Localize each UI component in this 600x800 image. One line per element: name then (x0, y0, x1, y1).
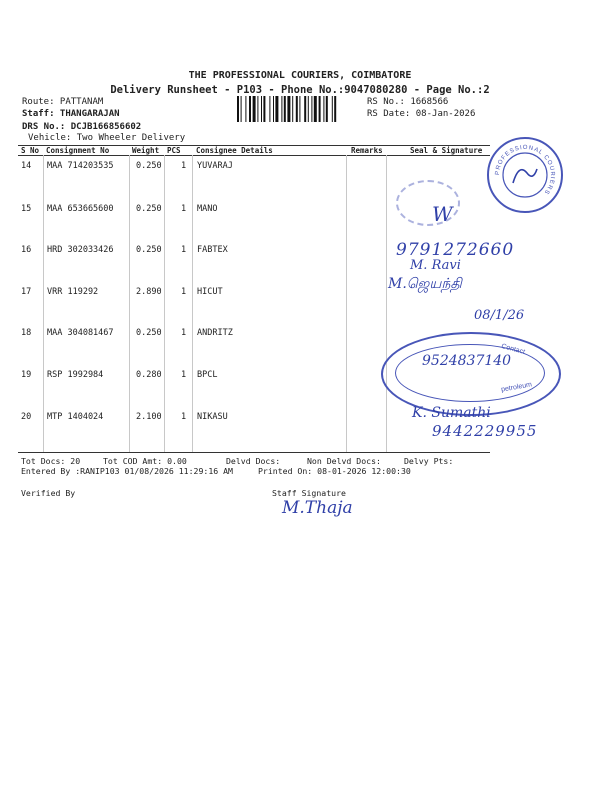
oval-stamp-text-top: Contact (500, 342, 526, 357)
barcode-bar (308, 96, 309, 122)
total-cod-amount: Tot COD Amt: 0.00 (103, 456, 187, 466)
row-sno: 19 (21, 370, 32, 380)
handwritten-name-2: M.ஜெயந்தி (388, 276, 462, 292)
barcode-bar (284, 96, 286, 122)
barcode-bar (332, 96, 333, 122)
header-bottom-rule (18, 155, 490, 156)
row-consignee: MANO (197, 204, 218, 214)
row-pcs: 1 (181, 161, 187, 171)
col-divider (129, 155, 130, 453)
oval-company-stamp (381, 332, 561, 416)
row-weight: 0.280 (136, 370, 162, 380)
delivered-docs: Delvd Docs: (226, 456, 281, 466)
row-pcs: 1 (181, 245, 187, 255)
col-remarks: Remarks (351, 146, 383, 155)
row-consignment: MAA 653665600 (47, 204, 114, 214)
delivery-points: Delvy Pts: (404, 456, 454, 466)
col-consignment: Consignment No (46, 146, 110, 155)
row-weight: 0.250 (136, 245, 162, 255)
col-divider (164, 155, 165, 453)
row-consignment: MAA 714203535 (47, 161, 114, 171)
rs-number: RS No.: 1668566 (367, 97, 449, 107)
handwritten-name-1: M. Ravi (410, 258, 461, 273)
handwritten-mark: W (432, 202, 453, 226)
entered-by: Entered By :RANIP103 01/08/2026 11:29:16 AM (21, 466, 233, 476)
staff: Staff: THANGARAJAN (22, 109, 120, 119)
barcode-bar (314, 96, 317, 122)
barcode-bar (334, 96, 336, 122)
round-seal-text: PROFESSIONAL COURIERS (494, 144, 556, 196)
col-divider (386, 155, 387, 453)
non-delivered-docs: Non Delvd Docs: (307, 456, 381, 466)
barcode-bar (296, 96, 298, 122)
courier-round-seal (487, 137, 563, 213)
row-sno: 15 (21, 204, 32, 214)
row-pcs: 1 (181, 328, 187, 338)
col-seal-signature: Seal & Signature (410, 146, 483, 155)
barcode-bar (304, 96, 306, 122)
row-consignee: YUVARAJ (197, 161, 233, 171)
handwritten-date: 08/1/26 (474, 308, 525, 323)
row-pcs: 1 (181, 204, 187, 214)
company-name: THE PROFESSIONAL COURIERS, COIMBATORE (188, 70, 412, 81)
row-sno: 20 (21, 412, 32, 422)
barcode-bar (273, 96, 274, 122)
barcode-bar (311, 96, 312, 122)
barcode-bar (269, 96, 270, 122)
row-consignment: HRD 302033426 (47, 245, 114, 255)
barcode-bar (287, 96, 290, 122)
row-sno: 14 (21, 161, 32, 171)
barcode-bar (323, 96, 324, 122)
row-sno: 16 (21, 245, 32, 255)
barcode-bar (249, 96, 251, 122)
row-pcs: 1 (181, 370, 187, 380)
col-weight: Weight (132, 146, 160, 155)
row-consignee: NIKASU (197, 412, 228, 422)
staff-handwritten-signature: M.Thaja (282, 498, 353, 518)
row-weight: 0.250 (136, 204, 162, 214)
round-seal-graphic (489, 139, 561, 211)
staff-signature-label: Staff Signature (272, 488, 346, 498)
row-weight: 2.100 (136, 412, 162, 422)
barcode-bar (261, 96, 262, 122)
row-consignee: FABTEX (197, 245, 228, 255)
col-sno: S No (21, 146, 40, 155)
row-consignment: MTP 1404024 (47, 412, 104, 422)
row-consignment: VRR 119292 (47, 287, 99, 297)
barcode-bar (237, 96, 239, 122)
drs-number: DRS No.: DCJB166856602 (22, 122, 142, 132)
barcode-bar (253, 96, 256, 122)
runsheet-title: Delivery Runsheet - P103 - Phone No.:9047080280 - Page No.:2 (110, 84, 490, 96)
row-weight: 2.890 (136, 287, 162, 297)
row-consignee: BPCL (197, 370, 218, 380)
barcode-bar (263, 96, 265, 122)
verified-by-label: Verified By (21, 488, 76, 498)
barcode (236, 96, 364, 122)
row-sno: 18 (21, 328, 32, 338)
col-consignee: Consignee Details (196, 146, 273, 155)
rs-date: RS Date: 08-Jan-2026 (367, 109, 476, 119)
handwritten-phone-3: 9442229955 (432, 422, 538, 440)
route: Route: PATTANAM (22, 97, 104, 107)
table-bottom-rule (18, 452, 490, 453)
row-consignee: HICUT (197, 287, 223, 297)
printed-on: Printed On: 08-01-2026 12:00:30 (258, 466, 411, 476)
row-weight: 0.250 (136, 328, 162, 338)
row-consignment: MAA 304081467 (47, 328, 114, 338)
handwritten-phone-1: 9791272660 (396, 240, 515, 260)
barcode-bar (241, 96, 242, 122)
barcode-bar (292, 96, 293, 122)
barcode-bar (299, 96, 300, 122)
barcode-bar (319, 96, 321, 122)
barcode-bar (281, 96, 282, 122)
vehicle: Vehicle: Two Wheeler Delivery (28, 133, 186, 143)
barcode-bar (275, 96, 278, 122)
row-sno: 17 (21, 287, 32, 297)
row-pcs: 1 (181, 412, 187, 422)
row-weight: 0.250 (136, 161, 162, 171)
row-consignment: RSP 1992984 (47, 370, 104, 380)
row-pcs: 1 (181, 287, 187, 297)
barcode-bar (257, 96, 258, 122)
col-divider (346, 155, 347, 453)
col-divider (192, 155, 193, 453)
handwritten-phone-2: 9524837140 (422, 353, 512, 369)
col-divider (43, 155, 44, 453)
col-pcs: PCS (167, 146, 181, 155)
row-consignee: ANDRITZ (197, 328, 233, 338)
oval-stamp-text-bottom: petroleum (500, 381, 533, 394)
barcode-bar (245, 96, 246, 122)
barcode-bar (326, 96, 328, 122)
total-docs: Tot Docs: 20 (21, 456, 81, 466)
handwritten-name-3: K. Sumathi (412, 405, 491, 421)
